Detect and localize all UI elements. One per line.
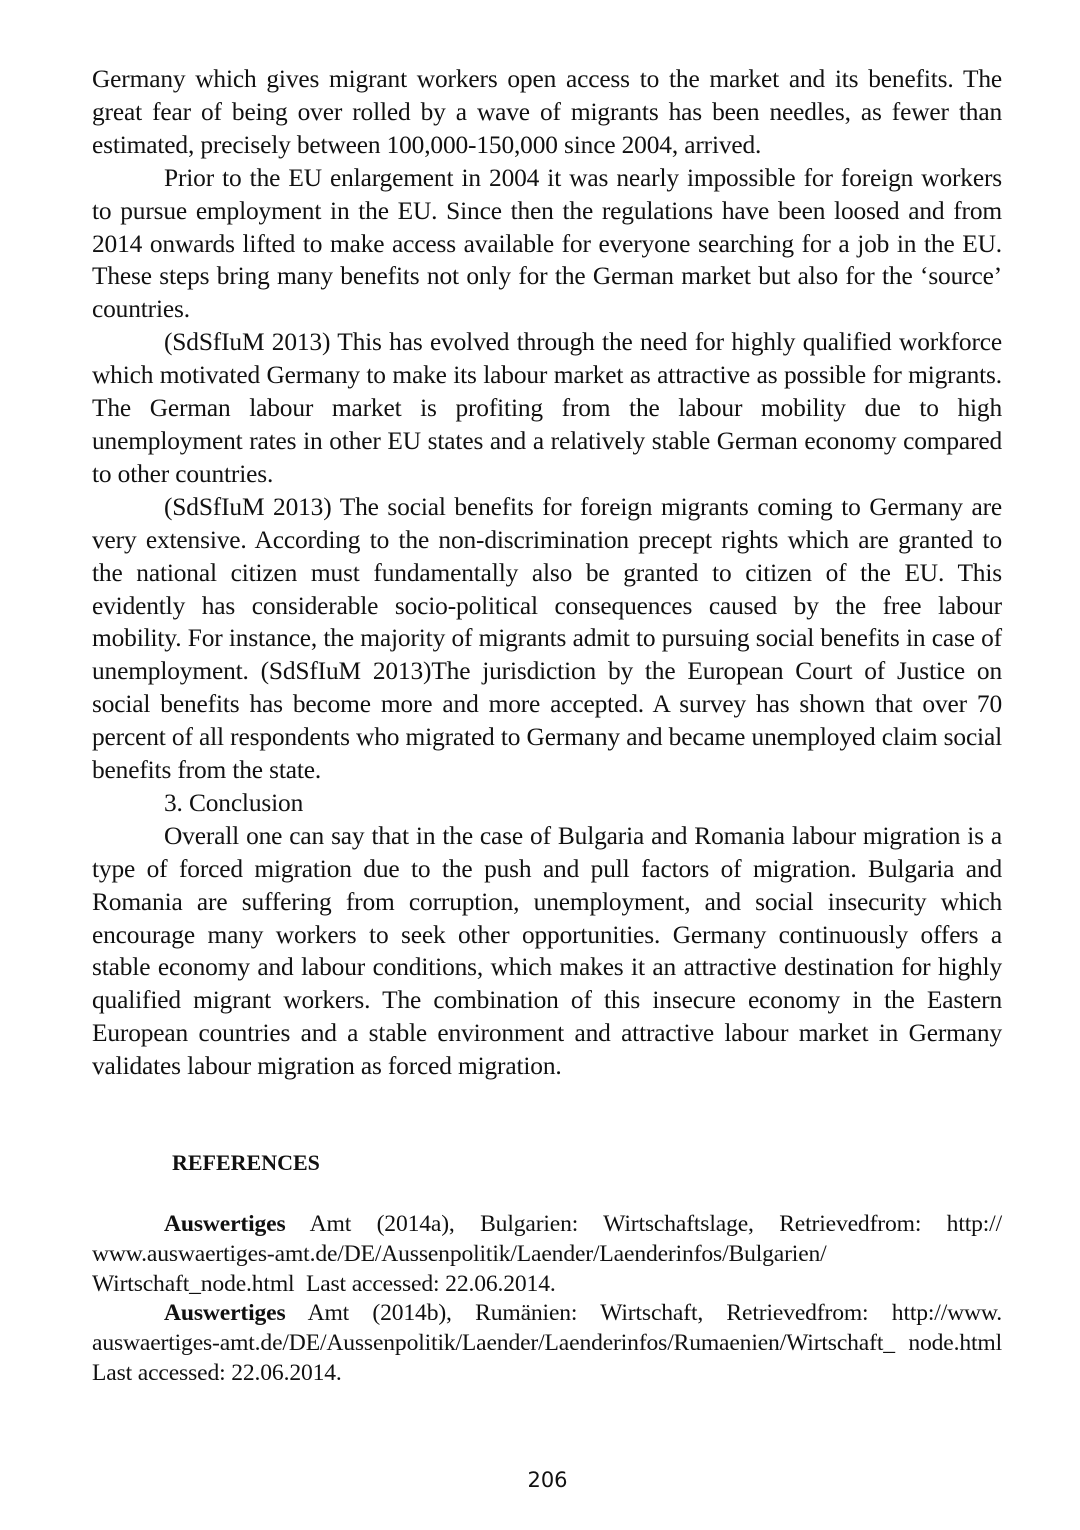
body-paragraph-3: (SdSfIuM 2013) This has evolved through the need for highly qualified workforce which motivated Germany to make its labour market as attractive as possible for migrants. The German labour market is profiting from the labour mobility due to high unemployment rates in other EU states and a relatively stable German economy compared to other countries. [92,328,1002,488]
reference-text: Amt (2014b), Rumänien: Wirtschaft, Retrievedfrom: http://www. auswaertiges-amt.de/DE/Aussenpolitik/Laender/Laenderinfos/Rumaenien/Wirtschaft_ node.html Last accessed: 22.06.2014. [92,1300,1002,1386]
reference-item-1 [92,1210,1002,1299]
reference-item-2 [92,1299,1002,1388]
references-heading: REFERENCES [172,1150,320,1176]
conclusion-paragraph: Overall one can say that in the case of Bulgaria and Romania labour migration is a type of forced migration due to the push and pull factors of migration. Bulgaria and Romania are suffering from corruption, unemployment, and social insecurity which encourage many workers to seek other opportunities. Germany continuously offers a stable economy and labour conditions, which makes it an attractive destination for highly qualified migrant workers. The combination of this insecure economy in the Eastern European countries and a stable environment and attractive labour market in Germany validates labour migration as forced migration. [92,821,1002,1081]
page-number: 206 [527,1468,568,1492]
references-list [92,1210,1002,1388]
body-paragraph-2: Prior to the EU enlargement in 2004 it was nearly impossible for foreign workers to pursue employment in the EU. Since then the regulations have been loosed and from 2014 onwards lifted to make access available for everyone searching for a job in the EU. These steps bring many benefits not only for the German market but also for the ‘source’ countries. [92,163,1002,324]
reference-author: Auswertiges [164,1211,286,1238]
reference-author: Auswertiges [164,1300,286,1327]
document-page [92,63,1002,1388]
section-heading-conclusion: 3. Conclusion [164,788,304,817]
body-paragraph-1: Germany which gives migrant workers open access to the market and its benefits. The great fear of being over rolled by a wave of migrants has been needles, as fewer than estimated, precisely between 100,000-150,000 since 2004, arrived. [92,65,1002,159]
reference-text: Amt (2014a), Bulgarien: Wirtschaftslage, Retrievedfrom: http:// www.auswaertiges-amt.de/DE/Aussenpolitik/Laender/Laenderinfos/Bulgarien/ Wirtschaft_node.html Last accessed: 22.06.2014. [92,1211,1002,1297]
body-paragraph-4: (SdSfIuM 2013) The social benefits for foreign migrants coming to Germany are very extensive. According to the non-discrimination precept rights which are granted to the national citizen must fundamentally also be granted to citizen of the EU. This evidently has considerable socio-political consequences caused by the free labour mobility. For instance, the majority of migrants admit to pursuing social benefits in case of unemployment. (SdSfIuM 2013)The jurisdiction by the European Court of Justice on social benefits has become more and more accepted. A survey has shown that over 70 percent of all respondents who migrated to Germany and became unemployed claim social benefits from the state. [92,492,1002,785]
